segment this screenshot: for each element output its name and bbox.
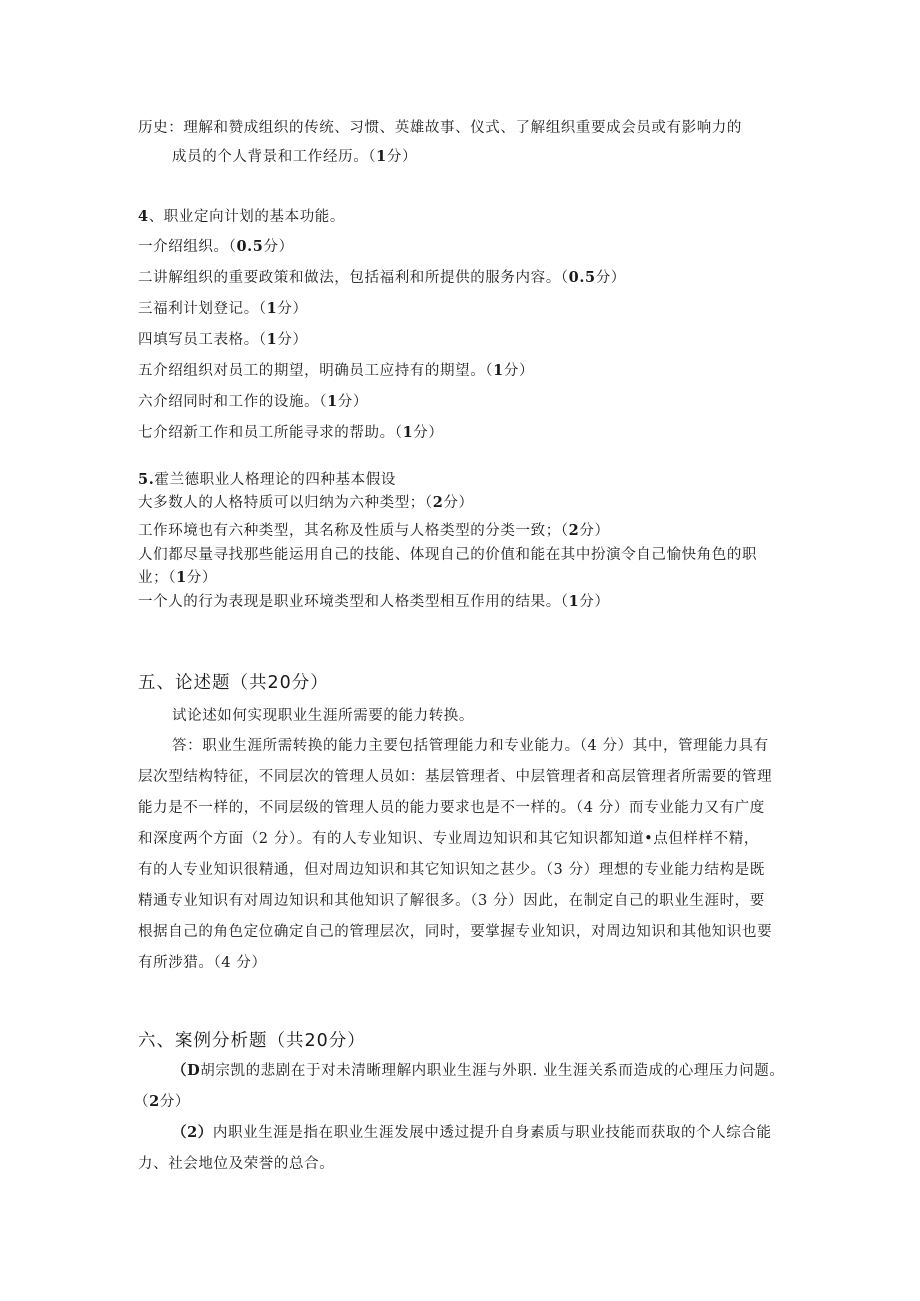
q4-item-text: 六介绍同时和工作的设施。（ bbox=[138, 394, 328, 410]
history-line-1-text: 历史：理解和赞成组织的传统、习惯、英雄故事、仪式、了解组织重要成会员或有影响力的 bbox=[138, 120, 742, 136]
q4-item-unit: 分） bbox=[263, 239, 294, 255]
section-6-heading-prefix: 六、案例分析题（共 bbox=[138, 1031, 305, 1051]
q4-item-unit: 分） bbox=[413, 425, 444, 441]
answer-line bbox=[172, 736, 769, 756]
section-5-question bbox=[172, 706, 474, 726]
q5-item-score: 2 bbox=[432, 494, 444, 511]
section-5-heading-suffix: 分） bbox=[291, 673, 329, 693]
case-paragraph-2 bbox=[172, 1123, 772, 1143]
answer-line bbox=[138, 922, 772, 942]
case-paragraph-1-score bbox=[134, 1092, 190, 1112]
answer-line bbox=[138, 829, 759, 849]
answer-line-text: 答：职业生涯所需转换的能力主要包括管理能力和专业能力。（4 分）其中，管理能力具有 bbox=[172, 738, 769, 754]
q4-item-unit: 分） bbox=[277, 301, 308, 317]
q4-number: 4 bbox=[138, 208, 149, 225]
answer-line-text: 层次型结构特征，不同层次的管理人员如：基层管理者、中层管理者和高层管理者所需要的管理 bbox=[138, 769, 773, 785]
answer-line-text: 有的人专业知识很精通，但对周边知识和其它知识知之甚少。（3 分）理想的专业能力结构是既 bbox=[138, 862, 765, 878]
q5-item-score: 1 bbox=[176, 569, 187, 586]
q4-item-text: 七介绍新工作和员工所能寻求的帮助。（ bbox=[138, 425, 403, 441]
q5-number: 5. bbox=[138, 471, 155, 488]
answer-line-text: 有所涉猎。（4 分） bbox=[138, 955, 267, 971]
answer-line-text: 精通专业知识有对周边知识和其他知识了解很多。（3 分）因此，在制定自己的职业生涯时，要 bbox=[138, 893, 765, 909]
q4-item bbox=[138, 392, 368, 412]
q4-item bbox=[138, 299, 308, 319]
answer-line bbox=[138, 953, 267, 973]
section-6-heading-suffix: 分） bbox=[328, 1031, 366, 1051]
q5-item-unit: 分） bbox=[579, 523, 610, 539]
q4-item-score: 1 bbox=[266, 331, 278, 348]
history-score: 1 bbox=[376, 148, 387, 165]
q5-item-text: 业；（ bbox=[138, 570, 177, 586]
case-paragraph-1 bbox=[172, 1061, 785, 1081]
q5-item-unit: 分） bbox=[579, 594, 610, 610]
answer-line-text: 根据自己的角色定位确定自己的管理层次，同时，要掌握专业知识，对周边知识和其他知识也要 bbox=[138, 924, 773, 940]
q4-item bbox=[138, 423, 443, 443]
q5-item-score: 2 bbox=[568, 522, 580, 539]
q5-item-score: 1 bbox=[568, 593, 580, 610]
answer-line-text: 能力是不一样的，不同层级的管理人员的能力要求也是不一样的。（4 分）而专业能力又有广度 bbox=[138, 800, 765, 816]
q4-item-text: 一介绍组织。（ bbox=[138, 239, 237, 255]
q4-title bbox=[138, 207, 345, 227]
case-p1-score-open: （ bbox=[134, 1094, 150, 1110]
q4-item-score: 0.5 bbox=[236, 238, 264, 255]
q4-item-text: 二讲解组织的重要政策和做法，包括福利和所提供的服务内容。（ bbox=[138, 270, 569, 286]
q4-item-text: 四填写员工表格。（ bbox=[138, 332, 267, 348]
q5-item-text: 一个人的行为表现是职业环境类型和人格类型相互作用的结果。（ bbox=[138, 594, 569, 610]
q4-item-unit: 分） bbox=[595, 270, 626, 286]
q5-title-text: 霍兰德职业人格理论的四种基本假设 bbox=[154, 472, 396, 488]
q4-item-score: 0.5 bbox=[568, 269, 596, 286]
case-p2-lead: （2） bbox=[172, 1124, 213, 1141]
case-p2-line-1: 内职业生涯是指在职业生涯发展中透过提升自身素质与职业技能而获取的个人综合能 bbox=[212, 1125, 772, 1141]
case-p1-score: 2 bbox=[149, 1093, 160, 1110]
q5-item-text: 大多数人的人格特质可以归纳为六种类型；（ bbox=[138, 495, 433, 511]
case-p2-line-2: 力、社会地位及荣誉的总合。 bbox=[138, 1156, 335, 1172]
q4-item-score: 1 bbox=[327, 393, 338, 410]
section-6-heading bbox=[138, 1029, 366, 1053]
q4-title-text: 、职业定向计划的基本功能。 bbox=[148, 209, 346, 225]
q4-item bbox=[138, 330, 308, 350]
q4-item-score: 1 bbox=[493, 362, 504, 379]
q4-item-unit: 分） bbox=[337, 394, 368, 410]
answer-line bbox=[138, 891, 765, 911]
q5-item bbox=[138, 521, 610, 541]
q4-item-unit: 分） bbox=[277, 332, 308, 348]
q5-item bbox=[138, 493, 474, 513]
q4-item bbox=[138, 361, 534, 381]
q5-item-unit: 分） bbox=[443, 495, 474, 511]
q5-title bbox=[138, 470, 396, 490]
q5-item bbox=[138, 568, 217, 588]
q5-item-text: 工作环境也有六种类型，其名称及性质与人格类型的分类一致；（ bbox=[138, 523, 569, 539]
q4-item-unit: 分） bbox=[503, 363, 535, 379]
history-score-unit: 分） bbox=[386, 149, 418, 165]
q5-item-text: 人们都尽量寻找那些能运用自己的技能、体现自己的价值和能在其中扮演令自己愉快角色的职 bbox=[138, 547, 758, 563]
section-5-heading-prefix: 五、论述题（共 bbox=[138, 673, 268, 693]
answer-line bbox=[138, 767, 772, 787]
q5-item bbox=[138, 592, 610, 612]
q4-item-score: 1 bbox=[266, 300, 278, 317]
history-line-2 bbox=[172, 147, 417, 167]
answer-line bbox=[138, 860, 765, 880]
case-p1-text: 胡宗凯的悲剧在于对未清晰理解内职业生涯与外职. 业生涯关系而造成的心理压力问题。 bbox=[200, 1063, 785, 1079]
q4-item bbox=[138, 237, 294, 257]
q4-item bbox=[138, 268, 626, 288]
history-line-1 bbox=[138, 118, 742, 138]
section-6-heading-score: 20 bbox=[304, 1031, 329, 1051]
section-5-question-text: 试论述如何实现职业生涯所需要的能力转换。 bbox=[172, 708, 474, 724]
history-line-2-text: 成员的个人背景和工作经历。（ bbox=[172, 149, 377, 165]
answer-line bbox=[138, 798, 765, 818]
answer-line-text: 和深度两个方面（2 分）。有的人专业知识、专业周边知识和其它知识都知道•点但样样不精， bbox=[138, 831, 759, 847]
q4-item-text: 五介绍组织对员工的期望，明确员工应持有的期望。（ bbox=[138, 363, 494, 379]
q5-item bbox=[138, 545, 757, 565]
section-5-heading-score: 20 bbox=[267, 673, 292, 693]
q5-item-unit: 分） bbox=[186, 570, 217, 586]
case-p1-lead: （D bbox=[172, 1062, 201, 1079]
q4-item-text: 三福利计划登记。（ bbox=[138, 301, 267, 317]
section-5-heading bbox=[138, 671, 329, 695]
q4-item-score: 1 bbox=[402, 424, 414, 441]
case-p1-score-unit: 分） bbox=[159, 1094, 191, 1110]
case-paragraph-2-cont bbox=[138, 1154, 334, 1174]
